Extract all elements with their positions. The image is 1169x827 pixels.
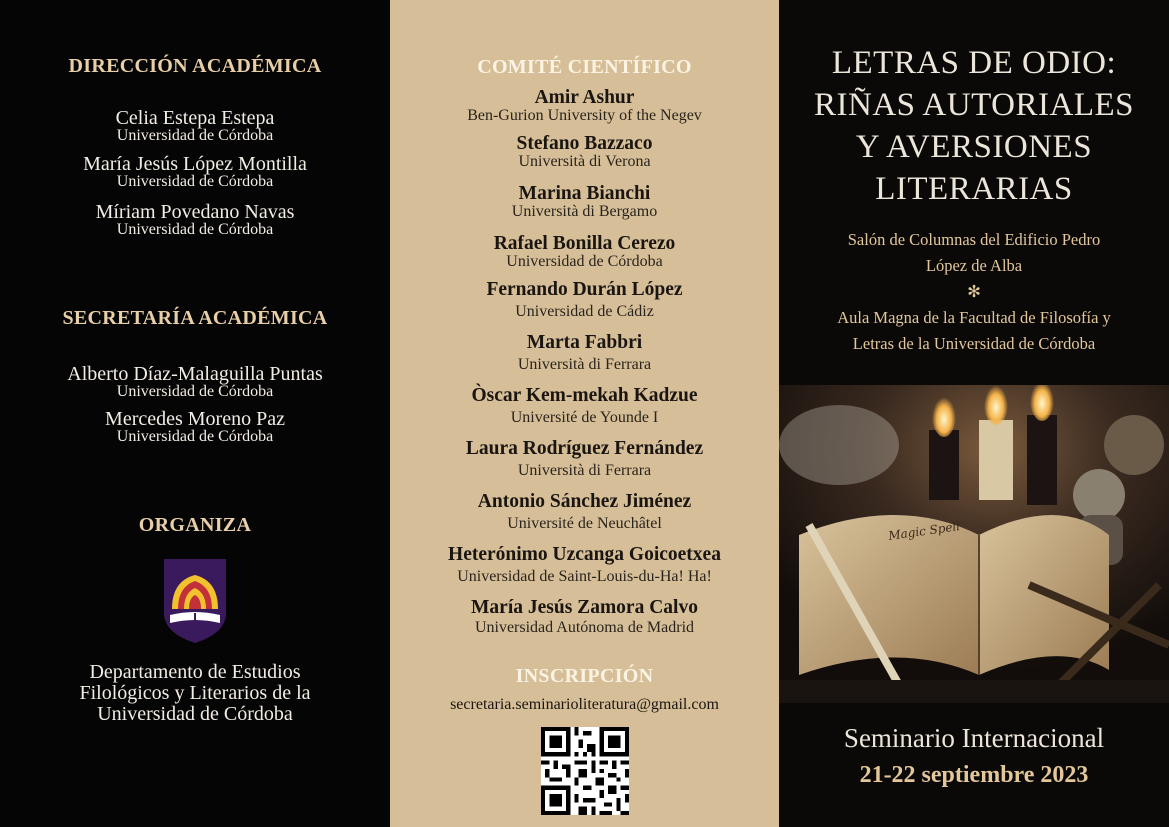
committee-member <box>390 88 779 125</box>
member-name: Laura Rodríguez Fernández <box>465 438 704 459</box>
direccion-person <box>0 108 390 144</box>
middle-panel <box>390 0 779 827</box>
committee-member <box>390 134 779 171</box>
member-affiliation: Universidad de Saint-Louis-du-Ha! Ha! <box>457 568 712 585</box>
venue-info <box>779 227 1169 357</box>
member-affiliation: Università di Ferrara <box>517 356 652 373</box>
event-title <box>779 42 1169 210</box>
committee-member <box>390 386 779 427</box>
venue-line: Salón de Columnas del Edificio Pedro <box>847 230 1101 249</box>
title-line: LITERARIAS <box>875 171 1073 207</box>
seminar-label: Seminario Internacional <box>843 723 1105 753</box>
committee-member <box>390 545 779 586</box>
member-affiliation: Università di Ferrara <box>517 462 652 479</box>
secretaria-person <box>0 409 390 445</box>
registration-email[interactable]: secretaria.seminarioliteratura@gmail.com <box>450 696 719 713</box>
committee-member <box>390 280 779 321</box>
title-line: RIÑAS AUTORIALES <box>813 87 1134 123</box>
committee-member <box>390 598 779 637</box>
member-affiliation: Universidad de Cádiz <box>515 303 654 320</box>
candles-spellbook-image <box>779 385 1169 703</box>
event-dates: 21-22 septiembre 2023 <box>859 762 1089 788</box>
person-affiliation: Universidad de Córdoba <box>116 127 274 144</box>
direccion-heading: DIRECCIÓN ACADÉMICA <box>68 55 322 77</box>
left-panel <box>0 0 390 827</box>
comite-heading: COMITÉ CIENTÍFICO <box>477 56 692 78</box>
person-affiliation: Universidad de Córdoba <box>116 173 274 190</box>
member-name: Heterónimo Uzcanga Goicoetxea <box>448 544 721 565</box>
person-name: Mercedes Moreno Paz <box>105 408 285 430</box>
qr-code-icon <box>541 727 629 815</box>
department-line: Filológicos y Literarios de la <box>79 682 311 704</box>
member-name: Rafael Bonilla Cerezo <box>493 233 676 254</box>
member-affiliation: Ben-Gurion University of the Negev <box>467 107 702 124</box>
member-affiliation: Universidad de Córdoba <box>506 253 663 270</box>
cover-photo <box>779 385 1169 703</box>
qr-code[interactable] <box>390 727 779 819</box>
organizer-department <box>0 662 390 725</box>
member-affiliation: Università di Bergamo <box>511 203 658 220</box>
member-name: Marina Bianchi <box>518 183 651 204</box>
venue-line: Aula Magna de la Facultad de Filosofía y <box>837 308 1111 327</box>
image-book-text: Magic Spell <box>887 519 961 543</box>
member-name: Amir Ashur <box>534 87 635 108</box>
department-line: Departamento de Estudios <box>89 661 301 683</box>
member-name: Stefano Bazzaco <box>516 133 653 154</box>
venue-line: Letras de la Universidad de Córdoba <box>852 334 1096 353</box>
department-line: Universidad de Córdoba <box>97 703 293 725</box>
committee-member <box>390 333 779 374</box>
member-name: Fernando Durán López <box>486 279 683 300</box>
direccion-person <box>0 202 390 238</box>
asterisk-ornament-icon: ✻ <box>967 282 981 301</box>
direccion-person <box>0 154 390 190</box>
committee-member <box>390 234 779 271</box>
university-logo <box>0 555 390 649</box>
secretaria-heading: SECRETARÍA ACADÉMICA <box>62 307 328 329</box>
title-line: LETRAS DE ODIO: <box>831 45 1117 81</box>
person-name: Alberto Díaz-Malaguilla Puntas <box>67 363 323 385</box>
member-affiliation: Université de Neuchâtel <box>507 515 662 532</box>
secretaria-person <box>0 364 390 400</box>
person-affiliation: Universidad de Córdoba <box>116 428 274 445</box>
member-name: Marta Fabbri <box>526 332 643 353</box>
person-name: María Jesús López Montilla <box>83 153 307 175</box>
person-name: Celia Estepa Estepa <box>115 107 275 129</box>
member-affiliation: Université de Younde I <box>510 409 659 426</box>
organiza-heading: ORGANIZA <box>138 514 252 536</box>
member-affiliation: Università di Verona <box>518 153 651 170</box>
member-name: María Jesús Zamora Calvo <box>471 597 698 618</box>
person-affiliation: Universidad de Córdoba <box>116 221 274 238</box>
title-line: Y AVERSIONES <box>855 129 1093 165</box>
committee-member <box>390 184 779 221</box>
committee-member <box>390 492 779 533</box>
committee-member <box>390 439 779 480</box>
venue-line: López de Alba <box>925 256 1023 275</box>
university-shield-icon <box>160 555 230 645</box>
person-affiliation: Universidad de Córdoba <box>116 383 274 400</box>
person-name: Míriam Povedano Navas <box>95 201 295 223</box>
member-affiliation: Universidad Autónoma de Madrid <box>474 619 695 636</box>
inscripcion-heading: INSCRIPCIÓN <box>515 665 654 687</box>
cover-panel <box>779 0 1169 827</box>
member-name: Antonio Sánchez Jiménez <box>477 491 692 512</box>
member-name: Òscar Kem-mekah Kadzue <box>471 385 698 406</box>
